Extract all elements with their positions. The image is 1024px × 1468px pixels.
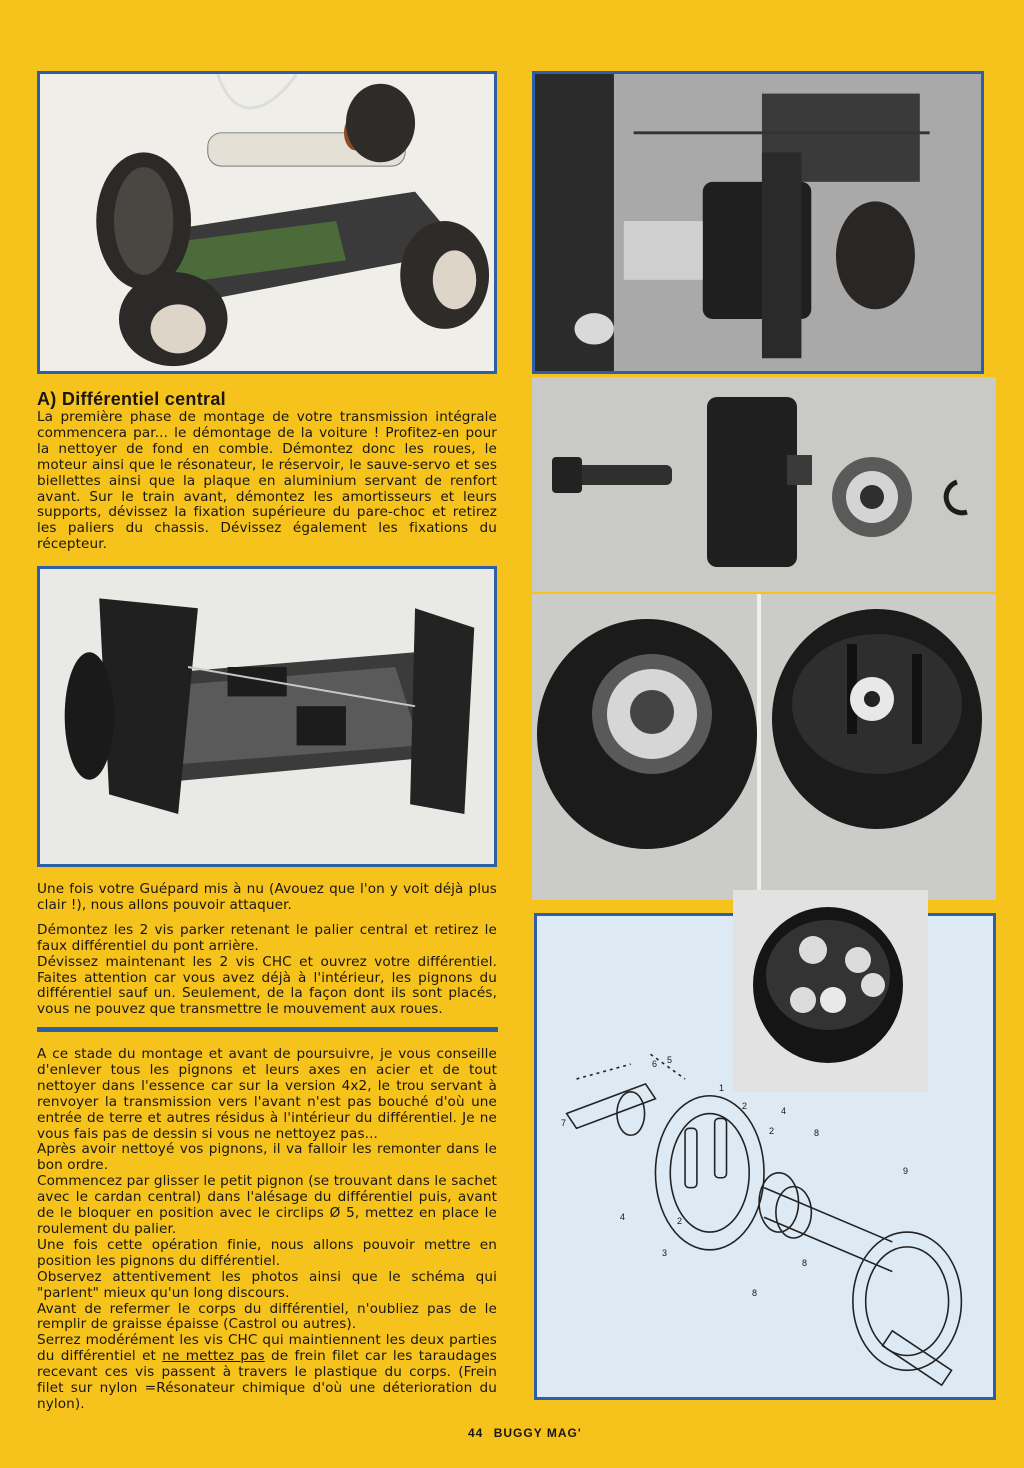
- lower-paragraph-7: [37, 1333, 497, 1413]
- diagram-label: 7: [561, 1118, 567, 1128]
- diagram-label: 6: [652, 1059, 658, 1069]
- lower-paragraph-7-end: de frein filet car les taraudages recevant ces vis passent à travers le plastique du corps. (Frein filet sur nylon =Résonateur chimique d'où une déterioration du nylon).: [37, 1348, 497, 1412]
- lower-paragraph-1: A ce stade du montage et avant de poursuivre, je vous conseille d'enlever tous les pignons et leurs axes en acier et de tout nettoyer dans l'essence car sur la version 4x2, le trou servant à renvoyer la transmission vers l'avant n'est pas bouché d'où une entrée de terre et autres résidus à l'intérieur du différentiel. Je ne vous fais pas de dessin si vous ne nettoyez pas...: [37, 1046, 497, 1142]
- diagram-label: 3: [662, 1248, 668, 1258]
- diagram-label: 4: [620, 1212, 626, 1222]
- section-divider: [37, 1027, 498, 1032]
- diagram-label: 8: [814, 1128, 820, 1138]
- photo-diff-housings: [532, 594, 996, 900]
- diagram-label: 8: [802, 1258, 808, 1268]
- middle-text: [37, 882, 497, 1018]
- diagram-label: 8: [752, 1288, 758, 1298]
- diagram-label: 2: [677, 1216, 683, 1226]
- middle-paragraph-2: Démontez les 2 vis parker retenant le palier central et retirez le faux différentiel du pont arrière.: [37, 921, 497, 954]
- magazine-name: BUGGY MAG': [493, 1426, 582, 1440]
- intro-paragraph: [37, 410, 497, 553]
- diagram-label: 5: [667, 1055, 673, 1065]
- lower-paragraph-3: Commencez par glisser le petit pignon (se trouvant dans le sachet avec le cardan central) dans l'alésage du différentiel puis, avant de le bloquer en position avec le circlips Ø 5, mettez en place le roulement du palier.: [37, 1173, 497, 1237]
- diagram-label: 1: [719, 1083, 725, 1093]
- lower-paragraph-6: Avant de refermer le corps du différentiel, n'oubliez pas de le remplir de graisse épaisse (Castrol ou autres).: [37, 1300, 497, 1333]
- lower-paragraph-7-start: Serrez modérément les vis CHC qui maintiennent les deux parties du différentiel et: [37, 1332, 497, 1365]
- photo-buggy-color: [37, 71, 497, 374]
- photo-parts: [532, 377, 996, 592]
- middle-paragraph-3: Dévissez maintenant les 2 vis CHC et ouvrez votre différentiel. Faites attention car vous avez déjà à l'intérieur, les pignons du différentiel sauf un. Seulement, de la façon dont ils sont placés, vous ne pouvez que transmettre le mouvement aux roues.: [37, 953, 497, 1018]
- lower-text: [37, 1047, 497, 1413]
- lower-paragraph-2: Après avoir nettoyé vos pignons, il va falloir les remonter dans le bon ordre.: [37, 1141, 497, 1174]
- photo-differential-mounted: [532, 71, 984, 374]
- diagram-label: 2: [769, 1126, 775, 1136]
- section-heading: A) Différentiel central: [37, 389, 226, 409]
- diagram-label: 4: [781, 1106, 787, 1116]
- intro-text: La première phase de montage de votre transmission intégrale commencera par... le démontage de la voiture ! Profitez-en pour la nettoyer de fond en comble. Démontez donc les roues, le moteur ainsi que le résonateur, le réservoir, le sauve-servo et ses biellettes ainsi que la plaque en aluminium servant de renfort avant. Sur le train avant, démontez les amortisseurs et leurs supports, dévissez la fixation supérieure du pare-choc et retirez les paliers du chassis. Dévissez également les fixations du récepteur.: [37, 409, 497, 553]
- photo-diff-gears: [733, 890, 928, 1092]
- page-number: 44: [468, 1426, 484, 1440]
- photo-stripped-chassis: [37, 566, 497, 867]
- lower-paragraph-5: Observez attentivement les photos ainsi que le schéma qui "parlent" mieux qu'un long discours.: [37, 1268, 497, 1301]
- diagram-label: 9: [903, 1166, 909, 1176]
- lower-paragraph-4: Une fois cette opération finie, nous allons pouvoir mettre en position les pignons du différentiel.: [37, 1236, 497, 1269]
- page-footer: [468, 1426, 582, 1440]
- lower-paragraph-7-underlined: ne mettez pas: [162, 1348, 265, 1365]
- middle-paragraph-1: Une fois votre Guépard mis à nu (Avouez que l'on y voit déjà plus clair !), nous allons pouvoir attaquer.: [37, 881, 497, 913]
- diagram-label: 2: [742, 1101, 748, 1111]
